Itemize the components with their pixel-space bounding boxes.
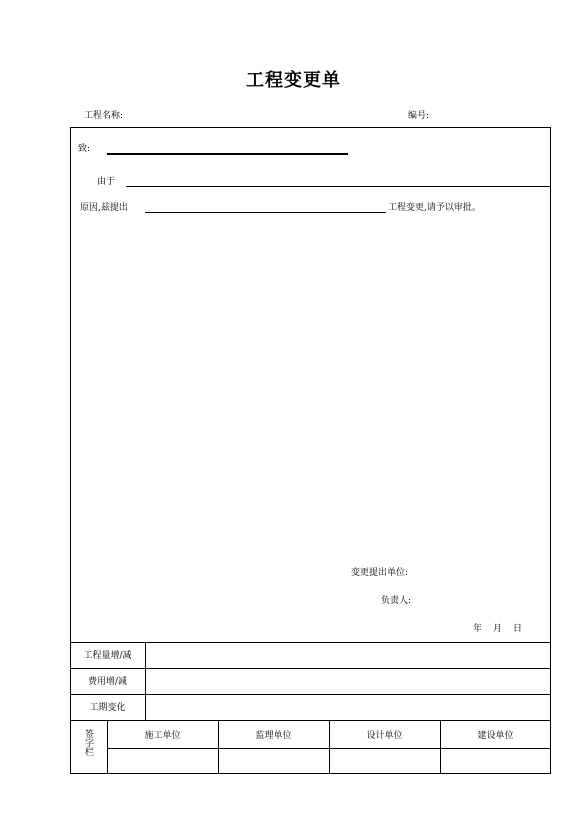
date-day: 日 (513, 624, 523, 634)
signature-unit-construction: 施工单位 (144, 731, 181, 741)
due-to-underline[interactable] (126, 186, 551, 187)
to-underline[interactable] (107, 153, 348, 155)
reason-underline[interactable] (145, 212, 386, 213)
signature-unit-design: 设计单位 (366, 731, 403, 741)
duration-label: 工期变化 (89, 703, 126, 713)
page-title: 工程变更单 (246, 70, 341, 91)
row-divider (70, 720, 551, 721)
signature-field-supervision[interactable] (219, 749, 329, 773)
number-label: 编号: (408, 111, 430, 121)
signature-unit-owner: 建设单位 (477, 731, 514, 741)
quantity-field[interactable] (146, 643, 550, 668)
signature-field-design[interactable] (330, 749, 440, 773)
signature-field-owner[interactable] (441, 749, 550, 773)
project-name-label: 工程名称: (84, 111, 124, 121)
signature-column-text: 签字栏 (83, 729, 93, 756)
reason-label: 原因,兹提出 (80, 203, 128, 213)
cost-field[interactable] (146, 669, 550, 694)
signature-unit-supervision: 监理单位 (255, 731, 292, 741)
to-label: 致: (78, 144, 91, 154)
cost-label: 费用增/减 (87, 677, 128, 687)
reason-suffix: 工程变更,请予以审批。 (388, 203, 481, 213)
signature-field-construction[interactable] (108, 749, 218, 773)
signature-column-label (82, 729, 94, 756)
due-to-label: 由于 (97, 177, 116, 187)
proposer-unit-label: 变更提出单位: (351, 568, 409, 578)
quantity-label: 工程量增/减 (83, 651, 132, 661)
duration-field[interactable] (146, 695, 550, 720)
date-month: 月 (493, 624, 503, 634)
date-year: 年 (473, 624, 483, 634)
person-in-charge-label: 负责人: (381, 596, 412, 606)
